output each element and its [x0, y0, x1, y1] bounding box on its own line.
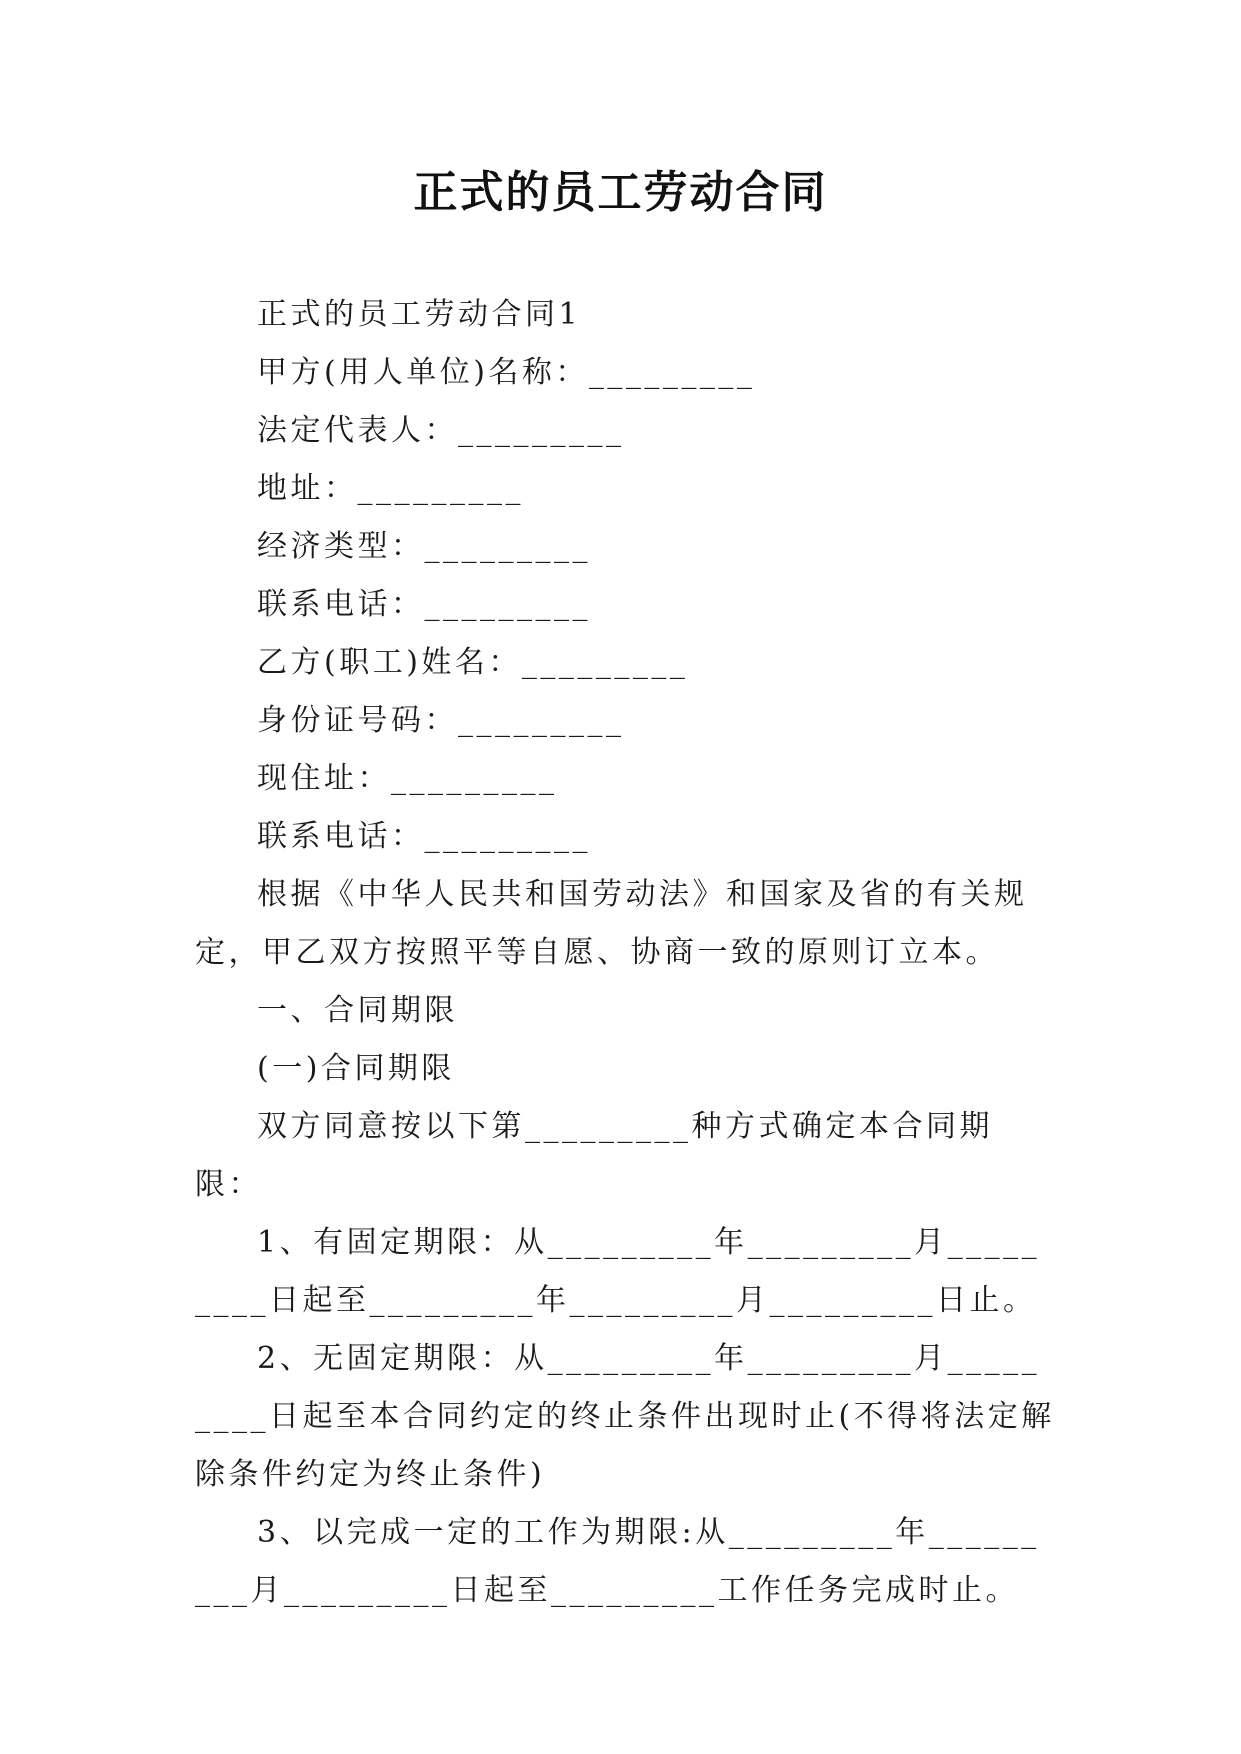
document-title: 正式的员工劳动合同	[413, 167, 828, 218]
paragraph-term-method: 双方同意按以下第_________种方式确定本合同期限：	[195, 1109, 993, 1202]
subsection-heading-contract-term: (一)合同期限	[257, 1051, 455, 1086]
paragraph-preamble: 根据《中华人民共和国劳动法》和国家及省的有关规定，甲乙双方按照平等自愿、协商一致的原则订立本。	[195, 877, 1028, 970]
paragraph-id-number: 身份证号码：_________	[257, 703, 625, 738]
paragraph-task-based-term: 3、以完成一定的工作为期限:从_________年_________月_________日起至_________工作任务完成时止。	[195, 1515, 1040, 1608]
paragraph-economic-type: 经济类型：_________	[257, 529, 591, 564]
paragraph-contract-number: 正式的员工劳动合同1	[257, 297, 582, 332]
paragraph-current-address: 现住址：_________	[257, 761, 558, 796]
document-body	[195, 286, 1055, 1620]
paragraph-party-a-phone: 联系电话：_________	[257, 587, 591, 622]
paragraph-fixed-term: 1、有固定期限：从_________年_________月_________日起至_________年_________月_________日止。	[195, 1225, 1041, 1318]
paragraph-open-ended-term: 2、无固定期限：从_________年_________月_________日起至本合同约定的终止条件出现时止(不得将法定解除条件约定为终止条件)	[195, 1341, 1055, 1492]
paragraph-party-a-name: 甲方(用人单位)名称：_________	[257, 355, 756, 390]
section-heading-contract-term: 一、合同期限	[257, 993, 458, 1028]
paragraph-party-b-phone: 联系电话：_________	[257, 819, 591, 854]
paragraph-party-b-name: 乙方(职工)姓名：_________	[257, 645, 689, 680]
paragraph-legal-representative: 法定代表人：_________	[257, 413, 625, 448]
paragraph-address: 地址：_________	[257, 471, 524, 506]
